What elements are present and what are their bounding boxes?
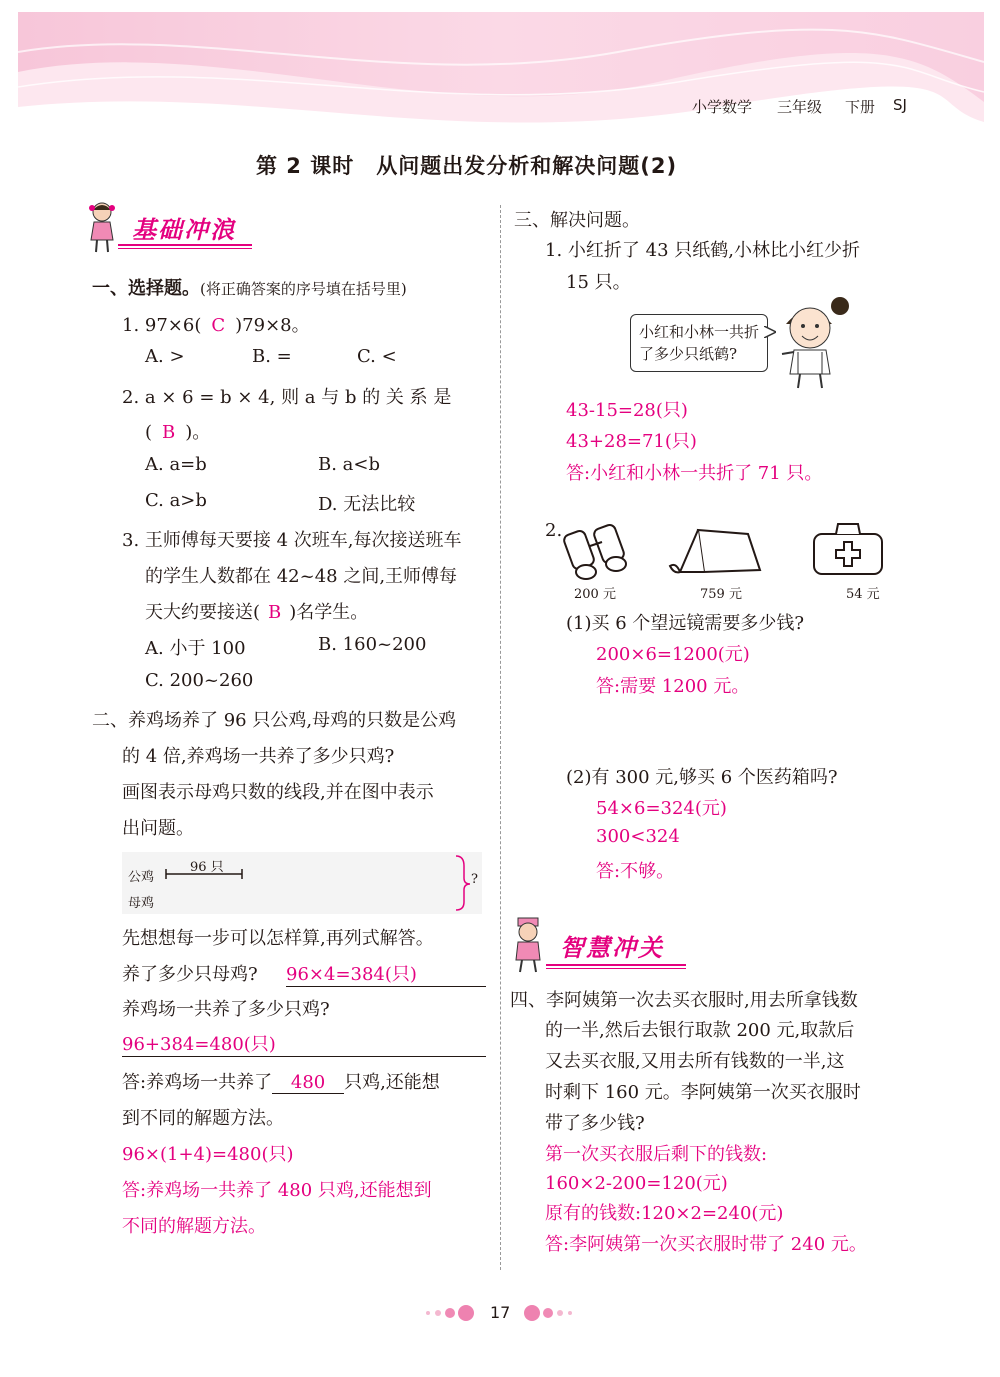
q4-answer2: 160×2-200=120(元) — [545, 1173, 728, 1194]
q2-conclusion-blank: 480 — [272, 1072, 344, 1094]
q3-p2-a1b: 答:需要 1200 元。 — [596, 676, 750, 697]
q3-p1-answer2: 43+28=71(只) — [566, 431, 697, 452]
q1-heading: 一、选择题。 — [92, 278, 200, 299]
tent-icon — [668, 522, 764, 582]
q1-item3-line2: 的学生人数都在 42~48 之间,王师傅每 — [145, 566, 458, 587]
bubble-line1: 小红和小林一共折 — [639, 323, 760, 341]
diagram-seg-label: 96 只 — [190, 860, 224, 875]
q4-line2: 的一半,然后去银行取款 200 元,取款后 — [545, 1020, 855, 1041]
boy-mascot-icon — [510, 916, 546, 974]
price-medical-kit: 54 元 — [846, 587, 880, 602]
q1-note: (将正确答案的序号填在括号里) — [200, 280, 407, 298]
q1-item3-answer: B — [268, 602, 282, 623]
q2-step2-question: 养鸡场一共养了多少只鸡? — [122, 999, 330, 1020]
q4-line3: 又去买衣服,又用去所有钱数的一半,这 — [545, 1051, 845, 1072]
q1-item1-opt-c: C. < — [357, 346, 397, 367]
q2-line3: 画图表示母鸡只数的线段,并在图中表示 — [122, 782, 434, 803]
header-edition: SJ — [893, 96, 907, 114]
q3-heading: 三、解决问题。 — [514, 210, 640, 231]
lesson-title: 第 2 课时 从问题出发分析和解决问题(2) — [256, 154, 678, 178]
binoculars-icon — [562, 520, 634, 582]
price-binoculars: 200 元 — [574, 587, 616, 602]
q1-item3-opt-b: B. 160~200 — [318, 634, 427, 655]
column-divider — [500, 205, 501, 1270]
diagram-question-mark: ? — [471, 872, 478, 887]
q3-p2-a1: 200×6=1200(元) — [596, 644, 750, 665]
header-grade: 三年级 — [777, 98, 823, 116]
section-wisdom-title: 智慧冲关 — [560, 934, 664, 962]
q1-item2-opt-d: D. 无法比较 — [318, 494, 416, 515]
q3-p2-number: 2. — [545, 520, 563, 541]
q2-conclusion-b: 只鸡,还能想 — [344, 1072, 440, 1093]
page-number: 17 — [490, 1303, 511, 1322]
q1-item2-paren-row — [145, 418, 210, 444]
bubble-tail — [764, 326, 776, 338]
q2-step1-answer: 96×4=384(只) — [286, 960, 486, 987]
q1-item2-paren-l: ( — [145, 422, 153, 443]
q3-p1-line1: 1. 小红折了 43 只纸鹤,小林比小红少折 — [545, 240, 860, 261]
q1-item2-opt-b: B. a<b — [318, 454, 381, 475]
q3-p2-a2b: 300<324 — [596, 826, 680, 847]
q3-p1-line2: 15 只。 — [566, 272, 631, 293]
girl-xiaohong-icon — [768, 294, 852, 390]
section-basic-title: 基础冲浪 — [132, 216, 236, 244]
q3-p2-q2: (2)有 300 元,够买 6 个医药箱吗? — [566, 767, 838, 788]
q2-conclusion-a: 答:养鸡场一共养了 — [122, 1072, 273, 1093]
q4-answer4: 答:李阿姨第一次买衣服时带了 240 元。 — [545, 1234, 867, 1255]
q2-alt-answer-2: 不同的解题方法。 — [122, 1216, 266, 1237]
q1-item2-paren-r: )。 — [185, 422, 211, 443]
q1-item1-stem-a: 1. 97×6( — [122, 315, 202, 336]
q4-line4: 时剩下 160 元。李阿姨第一次买衣服时 — [545, 1082, 861, 1103]
medical-kit-icon — [808, 520, 888, 582]
segment-lines — [160, 852, 482, 914]
q1-item3-line3-a: 天大约要接送( — [145, 602, 261, 623]
q1-item3-opt-a: A. 小于 100 — [145, 638, 246, 659]
q1-item2-answer: B — [162, 422, 176, 443]
q1-item1-stem — [122, 311, 310, 337]
q1-item1-stem-b: )79×8。 — [235, 315, 310, 336]
q2-line2: 的 4 倍,养鸡场一共养了多少只鸡? — [122, 746, 395, 767]
q2-alt-answer-1: 答:养鸡场一共养了 480 只鸡,还能想到 — [122, 1180, 432, 1201]
q2-step1-question: 养了多少只母鸡? — [122, 964, 258, 985]
girl-mascot-icon — [86, 200, 118, 254]
q2-line1: 二、养鸡场养了 96 只公鸡,母鸡的只数是公鸡 — [92, 710, 457, 731]
q1-item2-line1: 2. a × 6 = b × 4, 则 a 与 b 的 关 系 是 — [122, 387, 452, 408]
q3-p1-answer1: 43-15=28(只) — [566, 400, 688, 421]
q2-step2-answer: 96+384=480(只) — [122, 1030, 486, 1057]
diagram-hen-label: 母鸡 — [128, 896, 155, 911]
q1-item1-answer: C — [211, 315, 226, 336]
section-wisdom-underline — [546, 964, 686, 969]
q4-answer1: 第一次买衣服后剩下的钱数: — [545, 1144, 768, 1165]
price-tent: 759 元 — [700, 587, 742, 602]
bubble-line2: 了多少只纸鹤? — [639, 345, 738, 363]
q4-line1: 四、李阿姨第一次去买衣服时,用去所拿钱数 — [510, 990, 858, 1011]
diagram-rooster-label: 公鸡 — [128, 870, 155, 885]
q2-think: 先想想每一步可以怎样算,再列式解答。 — [122, 928, 434, 949]
header-banner — [18, 12, 984, 150]
q2-conclusion-c: 到不同的解题方法。 — [122, 1108, 284, 1129]
q2-line4: 出问题。 — [122, 818, 194, 839]
q1-item3-line3 — [145, 598, 368, 624]
q3-p2-a2c: 答:不够。 — [596, 861, 675, 882]
q1-item2-opt-c: C. a>b — [145, 490, 207, 511]
q3-p2-a2: 54×6=324(元) — [596, 798, 727, 819]
q1-item1-opt-b: B. = — [252, 346, 292, 367]
section-basic-underline — [118, 244, 252, 249]
q1-item3-line3-b: )名学生。 — [289, 602, 369, 623]
q4-line5: 带了多少钱? — [545, 1113, 645, 1134]
q1-item3-line1: 3. 王师傅每天要接 4 次班车,每次接送班车 — [122, 530, 462, 551]
q3-p2-q1: (1)买 6 个望远镜需要多少钱? — [566, 613, 805, 634]
q4-answer3: 原有的钱数:120×2=240(元) — [545, 1203, 784, 1224]
q1-item3-opt-c: C. 200~260 — [145, 670, 254, 691]
q1-heading-row — [92, 274, 407, 300]
header-subject: 小学数学 — [692, 98, 753, 116]
q2-conclusion — [122, 1068, 440, 1094]
q1-item1-opt-a: A. > — [145, 346, 185, 367]
speech-bubble — [630, 314, 768, 372]
q2-alt-formula: 96×(1+4)=480(只) — [122, 1144, 294, 1165]
header-volume: 下册 — [845, 98, 876, 116]
q3-p1-answer3: 答:小红和小林一共折了 71 只。 — [566, 463, 823, 484]
q1-item2-opt-a: A. a=b — [145, 454, 207, 475]
